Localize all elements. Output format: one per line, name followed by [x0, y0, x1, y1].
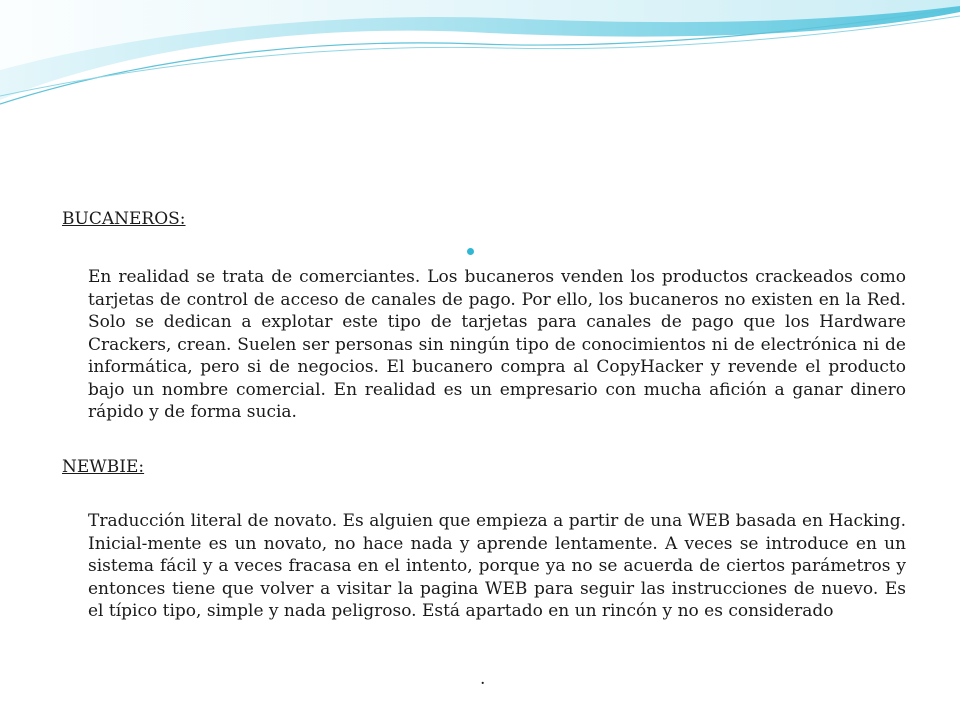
slide-body — [62, 206, 906, 621]
section-heading-newbie: NEWBIE: — [62, 457, 145, 477]
footer-mark: . — [480, 669, 486, 689]
decorative-wave-header — [0, 0, 960, 120]
section-heading-bucaneros: BUCANEROS: — [62, 209, 186, 229]
wave-band-white — [0, 0, 960, 70]
bullet-dot-icon — [467, 248, 474, 255]
section-text-newbie: Traducción literal de novato. Es alguien que empieza a partir de una WEB basada en Hacking. Inicial-mente es un novato, no hace nada y aprende lentamente. A veces se introduce en un sistema fácil y a veces fracasa en el intento, porque ya no se acuerda de ciertos parámetros y entonces tiene que volver a visitar la pagina WEB para seguir las instrucciones de nuevo. Es el típico tipo, simple y nada peligroso. Está apartado en un rincón y no es considerado — [88, 511, 906, 621]
section-text-bucaneros: En realidad se trata de comerciantes. Los bucaneros venden los productos crackeados como tarjetas de control de acceso de canales de pago. Por ello, los bucaneros no existen en la Red. Solo se dedican a explotar este tipo de tarjetas para canales de pago que los Hardware Crackers, crean. Suelen ser personas sin ningún tipo de conocimientos ni de electrónica ni de informática, pero si de negocios. El bucanero compra al CopyHacker y revende el producto bajo un nombre comercial. En realidad es un empresario con mucha afición a ganar dinero rápido y de forma sucia. — [88, 267, 906, 422]
